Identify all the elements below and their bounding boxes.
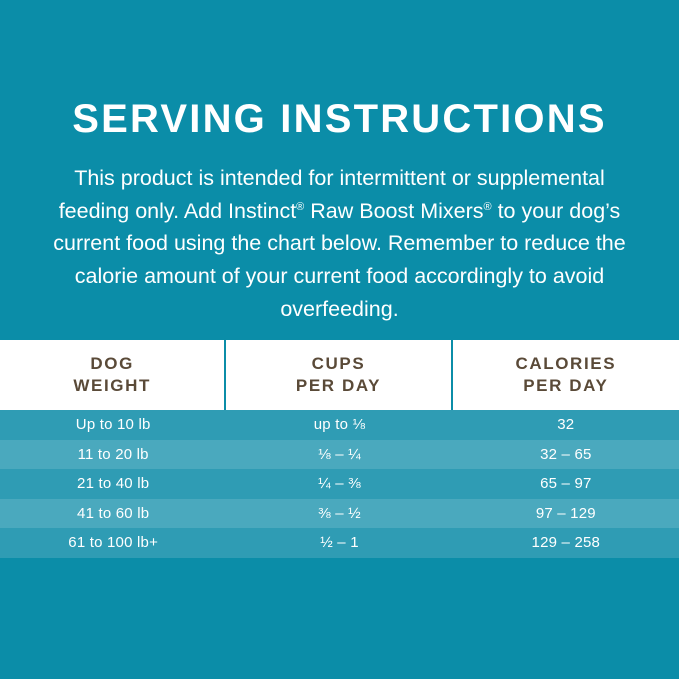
cell-calories-per-day: 32 — [557, 416, 575, 434]
cell-calories-per-day: 32 – 65 — [540, 445, 592, 463]
column-header-dog-weight-line2: WEIGHT — [73, 376, 151, 395]
cell-cups-per-day: ½ – 1 — [320, 534, 359, 552]
cell-dog-weight: Up to 10 lb — [75, 416, 151, 434]
column-header-cups-line2: PER DAY — [295, 376, 382, 395]
page-title: SERVING INSTRUCTIONS — [72, 97, 607, 141]
cell-calories-per-day: 97 – 129 — [535, 504, 596, 522]
registered-mark-1: ® — [296, 200, 305, 213]
table-row — [0, 499, 679, 529]
cell-calories-per-day: 65 – 97 — [540, 475, 592, 493]
intro-line-4: of your current food accordingly to avoid overfeeding. — [221, 264, 605, 321]
intro-paragraph — [45, 162, 635, 325]
intro-line-3: using the chart below. Remember to reduce the calorie amount — [74, 231, 626, 289]
intro-line-2c: to your dog’s current food — [53, 198, 621, 256]
column-header-calories-line2: PER DAY — [523, 376, 609, 395]
cell-calories-per-day: 129 – 258 — [531, 534, 601, 552]
cell-cups-per-day: ¼ – ⅜ — [318, 475, 361, 493]
table-row — [0, 410, 679, 440]
column-header-cups-line1: CUPS — [311, 354, 366, 374]
feeding-chart-table — [0, 340, 679, 558]
column-header-cups-per-day — [226, 340, 452, 410]
cell-dog-weight: 21 to 40 lb — [77, 475, 150, 493]
column-header-calories-per-day — [453, 340, 679, 410]
header-block — [0, 0, 679, 325]
column-header-calories-line1: CALORIES — [515, 354, 617, 374]
cell-cups-per-day: up to ⅛ — [313, 416, 366, 434]
table-header-row — [0, 340, 679, 410]
registered-mark-2: ® — [483, 200, 492, 213]
cell-dog-weight: 61 to 100 lb+ — [68, 534, 159, 552]
intro-line-2b: Raw Boost Mixers — [304, 198, 484, 223]
cell-cups-per-day: ⅜ – ½ — [318, 504, 361, 522]
table-row — [0, 528, 679, 558]
cell-dog-weight: 41 to 60 lb — [77, 504, 150, 522]
table-row — [0, 469, 679, 499]
column-header-dog-weight-line1: DOG — [90, 354, 134, 374]
table-row — [0, 440, 679, 470]
intro-line-2a: only. Add Instinct — [135, 198, 297, 223]
column-header-dog-weight — [0, 340, 226, 410]
cell-cups-per-day: ⅛ – ¼ — [318, 445, 361, 463]
cell-dog-weight: 11 to 20 lb — [77, 445, 149, 463]
intro-line-1: This product is intended for intermittent or supplemental feeding — [58, 166, 605, 223]
